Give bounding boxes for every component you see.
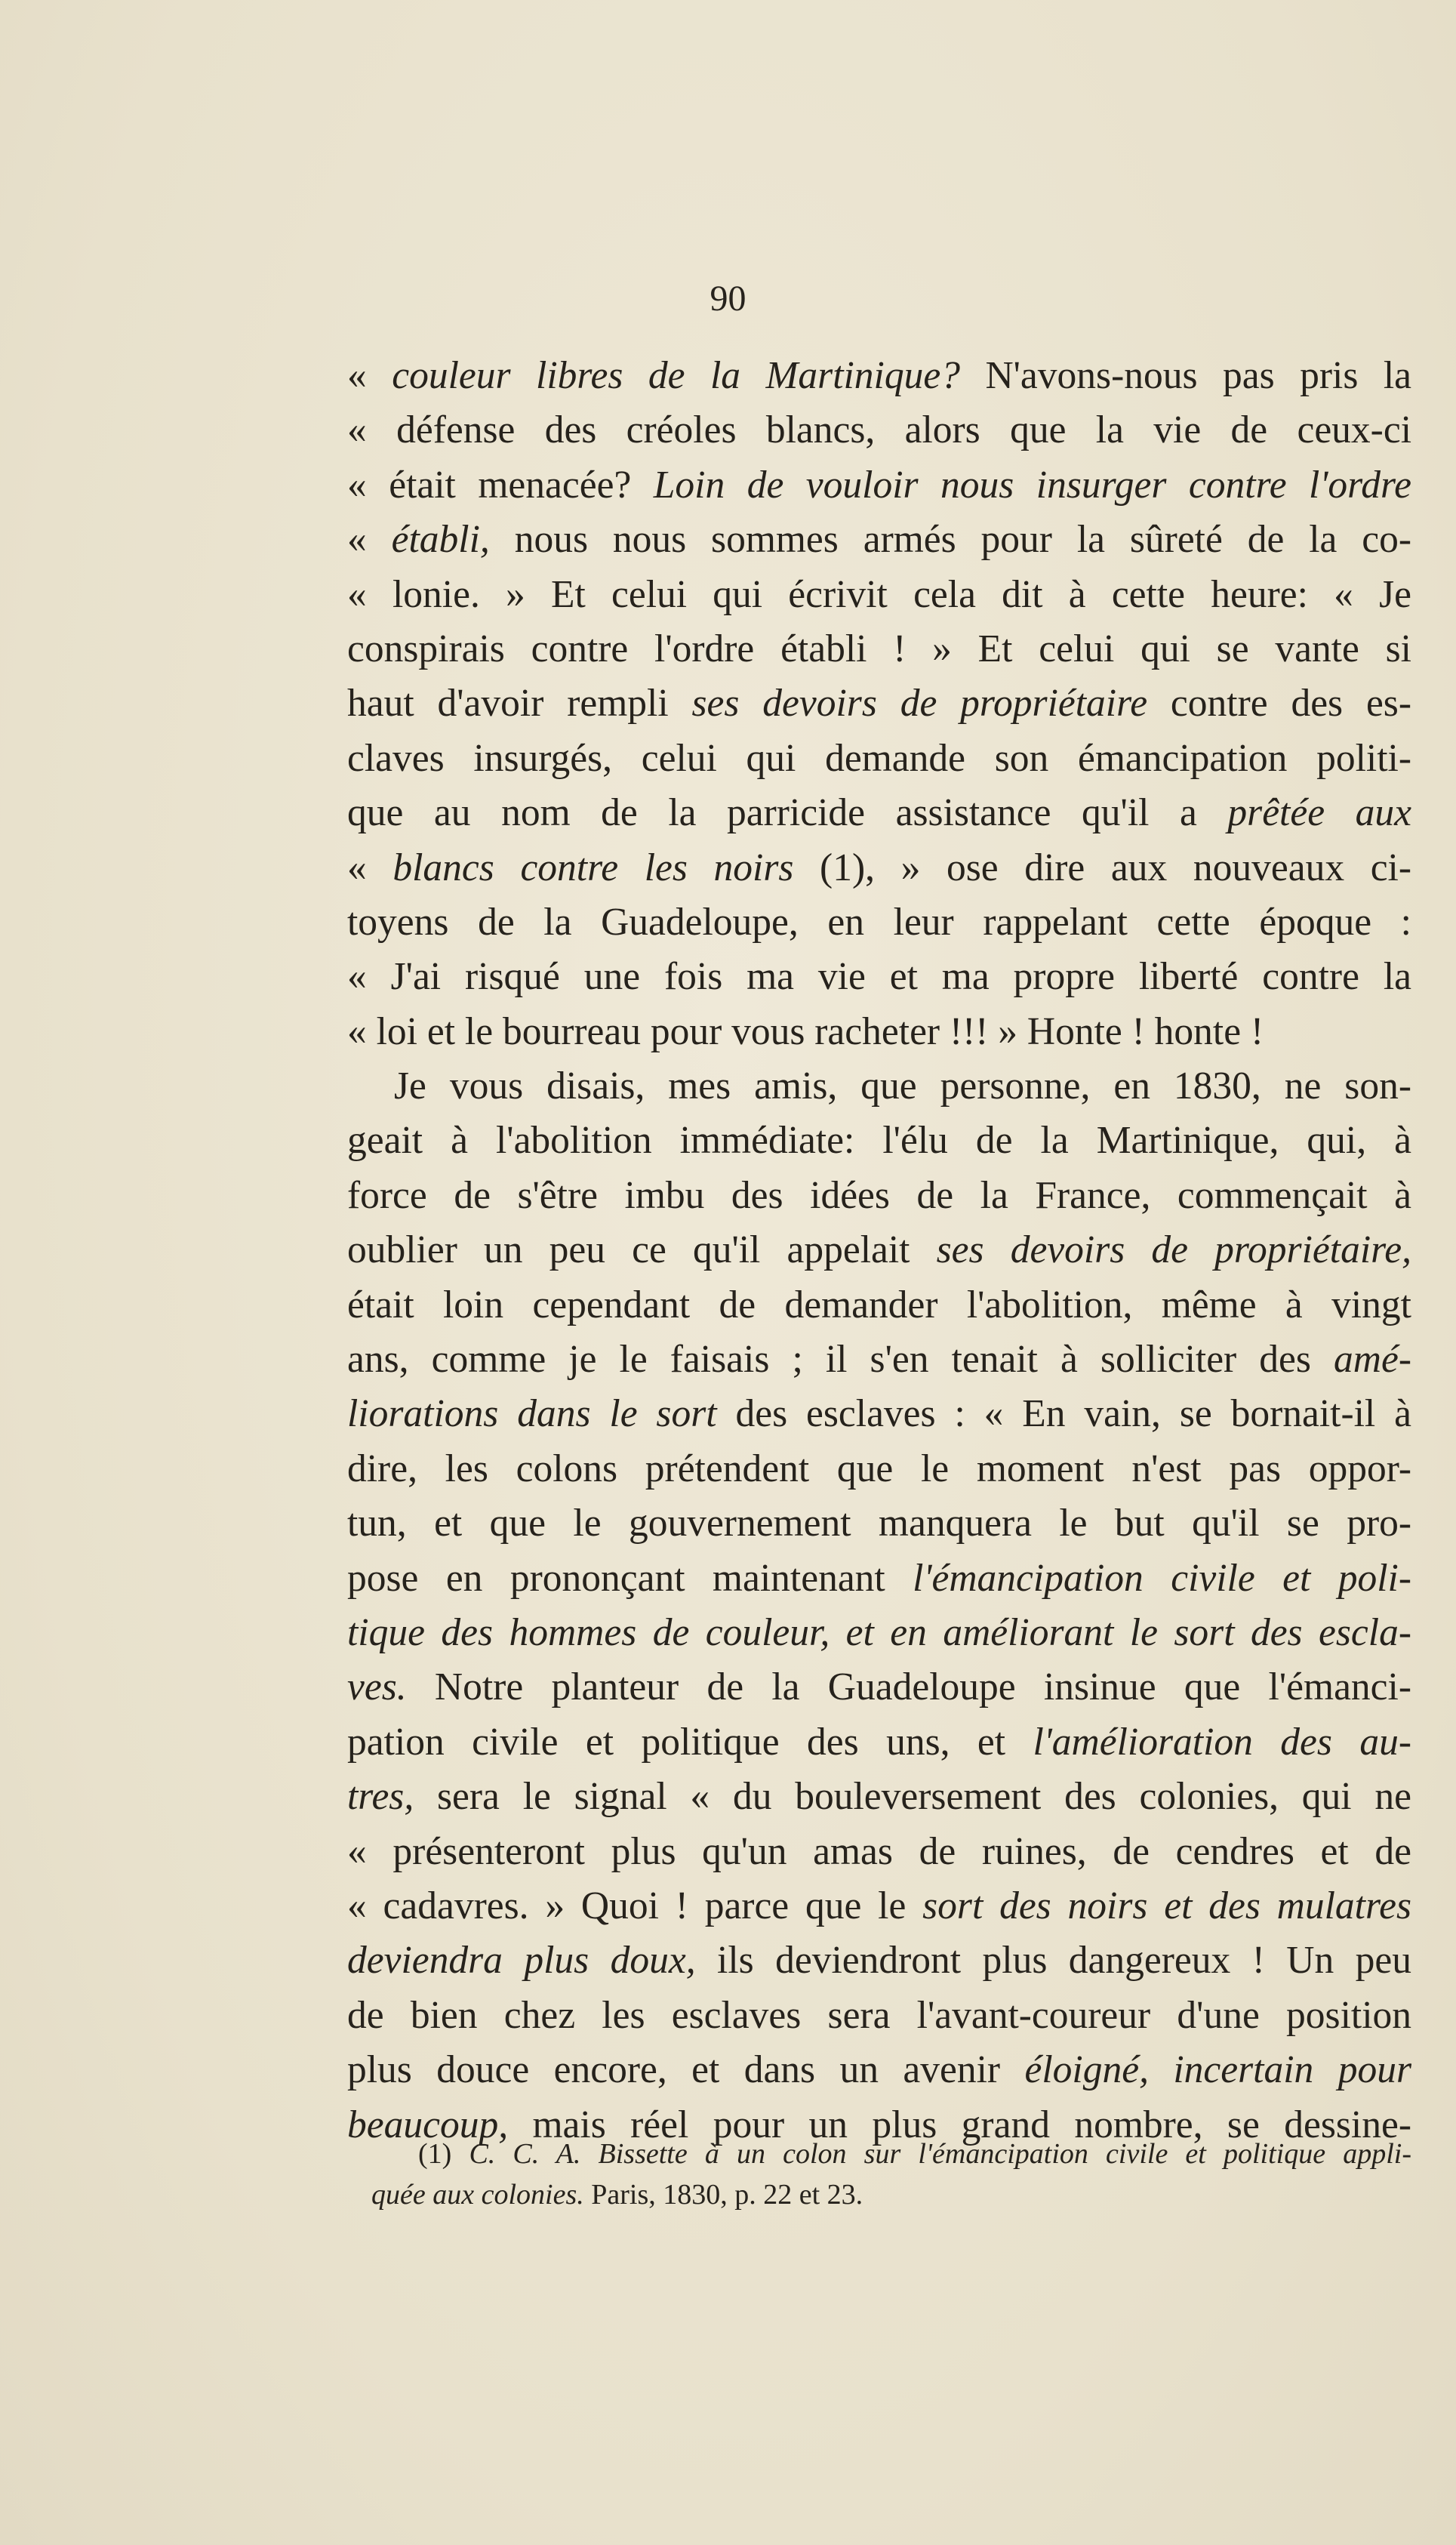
text-run: que au nom de la parricide assistance qu'il a bbox=[347, 791, 1228, 835]
italic-text-run: ves. bbox=[347, 1665, 407, 1709]
text-line bbox=[347, 676, 1411, 731]
text-line bbox=[347, 1442, 1411, 1496]
text-line bbox=[347, 1333, 1411, 1387]
text-line bbox=[347, 458, 1411, 513]
italic-text-run: blancs contre les noirs bbox=[392, 846, 794, 889]
text-run: « lonie. » Et celui qui écrivit cela dit à cette heure: « Je bbox=[347, 572, 1411, 616]
text-line bbox=[347, 1169, 1411, 1223]
italic-text-run: C. C. A. Bissette à un colon sur l'émancipation civile et politique appli- bbox=[469, 2138, 1411, 2170]
text-line bbox=[347, 403, 1411, 458]
text-run: « présenteront plus qu'un amas de ruines, de cendres et de bbox=[347, 1829, 1411, 1873]
text-run: haut d'avoir rempli bbox=[347, 682, 692, 726]
text-run: (1) bbox=[418, 2138, 469, 2170]
page-number: 90 bbox=[710, 279, 746, 319]
text-line bbox=[347, 513, 1411, 567]
text-run: « bbox=[347, 354, 392, 397]
text-line bbox=[347, 2043, 1411, 2097]
text-line bbox=[347, 349, 1411, 403]
text-run: geait à l'abolition immédiate: l'élu de la Martinique, qui, à bbox=[347, 1119, 1411, 1163]
text-run: sera le signal « du bouleversement des colonies, qui ne bbox=[414, 1775, 1411, 1819]
italic-text-run: beaucoup, bbox=[347, 2103, 509, 2146]
text-line bbox=[347, 841, 1411, 895]
italic-text-run: deviendra plus doux, bbox=[347, 1939, 696, 1983]
text-run: claves insurgés, celui qui demande son émancipation politi- bbox=[347, 736, 1411, 780]
text-line bbox=[347, 1770, 1411, 1824]
italic-text-run: ses devoirs de propriétaire, bbox=[936, 1228, 1411, 1272]
text-line bbox=[347, 1551, 1411, 1606]
text-run: était loin cependant de demander l'abolition, même à vingt bbox=[347, 1283, 1411, 1326]
italic-text-run: sort des noirs et des mulatres bbox=[922, 1884, 1411, 1927]
italic-text-run: ses devoirs de propriétaire bbox=[691, 682, 1148, 726]
italic-text-run: amé- bbox=[1334, 1338, 1411, 1382]
text-line bbox=[347, 895, 1411, 950]
text-run: des esclaves : « En vain, se bornait-il à bbox=[716, 1392, 1411, 1436]
text-run: plus douce encore, et dans un avenir bbox=[347, 2048, 1025, 2092]
text-run: pation civile et politique des uns, et bbox=[347, 1720, 1033, 1764]
text-run: « J'ai risqué une fois ma vie et ma propre liberté contre la bbox=[347, 955, 1411, 999]
text-line bbox=[347, 1223, 1411, 1277]
body-text bbox=[347, 349, 1411, 2152]
text-line bbox=[347, 1715, 1411, 1770]
text-line bbox=[347, 1825, 1411, 1879]
text-line bbox=[347, 1059, 1411, 1114]
text-line bbox=[347, 568, 1411, 622]
text-line bbox=[347, 950, 1411, 1004]
text-run: dire, les colons prétendent que le moment n'est pas oppor- bbox=[347, 1447, 1411, 1490]
italic-text-run: l'émancipation civile et poli- bbox=[913, 1556, 1411, 1600]
text-run: mais réel pour un plus grand nombre, se dessine- bbox=[508, 2103, 1411, 2146]
text-run: nous nous sommes armés pour la sûreté de la co- bbox=[489, 518, 1411, 562]
text-run: conspirais contre l'ordre établi ! » Et celui qui se vante si bbox=[347, 627, 1411, 670]
text-run: « défense des créoles blancs, alors que la vie de ceux-ci bbox=[347, 408, 1411, 452]
text-line bbox=[347, 786, 1411, 840]
text-run: « loi et le bourreau pour vous racheter !!! » Honte ! honte ! bbox=[347, 1009, 1264, 1053]
text-run: Je vous disais, mes amis, que personne, en 1830, ne son- bbox=[394, 1065, 1411, 1108]
text-run: ils deviendront plus dangereux ! Un peu bbox=[695, 1939, 1411, 1983]
text-run: tun, et que le gouvernement manquera le but qu'il se pro- bbox=[347, 1502, 1411, 1545]
text-line bbox=[347, 1989, 1411, 2043]
text-line bbox=[347, 1278, 1411, 1333]
text-line bbox=[347, 1114, 1411, 1168]
text-run: « cadavres. » Quoi ! parce que le bbox=[347, 1884, 923, 1927]
text-line bbox=[347, 1005, 1411, 1059]
footnote-line bbox=[371, 2174, 1411, 2215]
text-run: oublier un peu ce qu'il appelait bbox=[347, 1228, 937, 1272]
footnote-line bbox=[371, 2134, 1411, 2174]
italic-text-run: tique des hommes de couleur, et en améliorant le sort des escla- bbox=[347, 1610, 1411, 1654]
italic-text-run: liorations dans le sort bbox=[347, 1392, 717, 1436]
italic-text-run: Loin de vouloir nous insurger contre l'ordre bbox=[653, 463, 1411, 507]
text-run: ans, comme je le faisais ; il s'en tenait à solliciter des bbox=[347, 1338, 1334, 1382]
text-line bbox=[347, 622, 1411, 676]
text-line bbox=[347, 1387, 1411, 1441]
footnote bbox=[371, 2134, 1411, 2215]
text-run: « bbox=[347, 846, 393, 889]
italic-text-run: prêtée aux bbox=[1227, 791, 1411, 835]
text-run: N'avons-nous pas pris la bbox=[959, 354, 1411, 397]
italic-text-run: tres, bbox=[347, 1775, 414, 1819]
italic-text-run: établi, bbox=[391, 518, 490, 562]
text-line bbox=[347, 1496, 1411, 1551]
text-line bbox=[347, 1660, 1411, 1715]
italic-text-run: l'amélioration des au- bbox=[1033, 1720, 1411, 1764]
text-run: « bbox=[347, 518, 392, 562]
text-run: (1), » ose dire aux nouveaux ci- bbox=[793, 846, 1411, 889]
text-run: force de s'être imbu des idées de la France, commençait à bbox=[347, 1173, 1411, 1217]
italic-text-run: quée aux colonies. bbox=[371, 2179, 584, 2211]
text-run: contre des es- bbox=[1147, 682, 1411, 726]
text-line bbox=[347, 732, 1411, 786]
text-run: Notre planteur de la Guadeloupe insinue que l'émanci- bbox=[406, 1665, 1411, 1709]
text-line bbox=[347, 1879, 1411, 1933]
text-run: « était menacée? bbox=[347, 463, 654, 507]
text-run: pose en prononçant maintenant bbox=[347, 1556, 913, 1600]
text-run: toyens de la Guadeloupe, en leur rappelant cette époque : bbox=[347, 900, 1411, 944]
text-run: de bien chez les esclaves sera l'avant-coureur d'une position bbox=[347, 1993, 1411, 2037]
italic-text-run: couleur libres de la Martinique? bbox=[392, 354, 960, 397]
text-run: Paris, 1830, p. 22 et 23. bbox=[583, 2179, 863, 2211]
italic-text-run: éloigné, incertain pour bbox=[1024, 2048, 1411, 2092]
text-line bbox=[347, 1933, 1411, 1988]
text-line bbox=[347, 1606, 1411, 1660]
